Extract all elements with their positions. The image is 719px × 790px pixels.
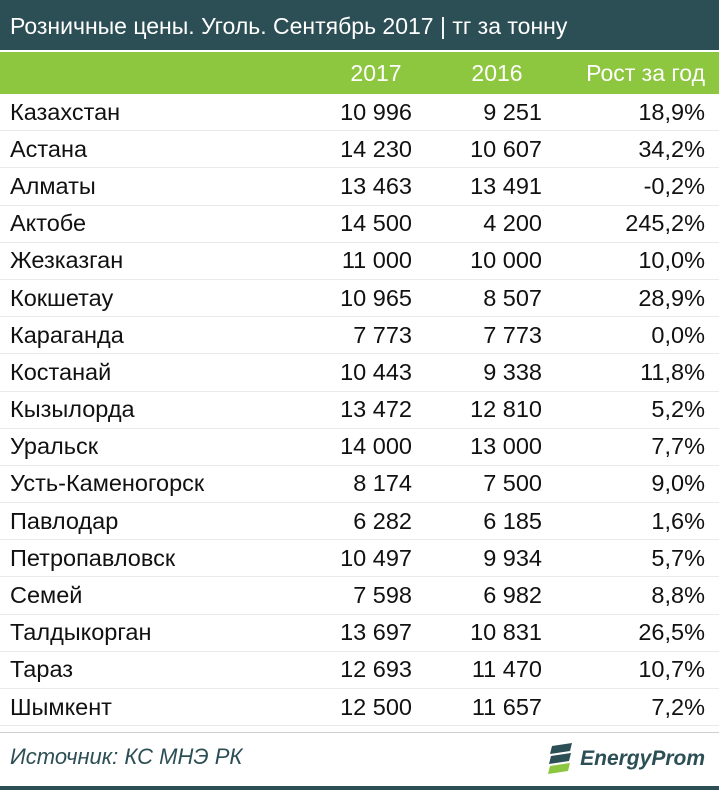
city-cell: Кызылорда bbox=[10, 396, 135, 423]
growth-cell: 5,2% bbox=[651, 396, 705, 423]
value-2017-cell: 10 497 bbox=[340, 544, 412, 571]
value-2017-cell: 14 000 bbox=[340, 433, 412, 460]
table-row bbox=[0, 131, 719, 168]
value-2017-cell: 13 463 bbox=[340, 172, 412, 199]
value-2016-cell: 11 657 bbox=[471, 693, 542, 720]
energyprom-logo bbox=[548, 742, 705, 776]
growth-cell: 7,7% bbox=[651, 433, 705, 460]
table-row bbox=[0, 206, 719, 243]
value-2017-cell: 10 996 bbox=[340, 98, 412, 125]
city-cell: Астана bbox=[10, 135, 88, 162]
city-cell: Шымкент bbox=[10, 693, 112, 720]
value-2016-cell: 8 507 bbox=[483, 284, 542, 311]
growth-cell: 26,5% bbox=[638, 619, 705, 646]
header-2017: 2017 bbox=[350, 59, 402, 86]
header-2016: 2016 bbox=[471, 59, 523, 86]
value-2016-cell: 10 607 bbox=[470, 135, 542, 162]
table-row bbox=[0, 317, 719, 354]
table-row bbox=[0, 503, 719, 540]
header-growth: Рост за год bbox=[586, 59, 705, 86]
city-cell: Алматы bbox=[10, 172, 96, 199]
table-body bbox=[0, 94, 719, 726]
table-row bbox=[0, 652, 719, 689]
value-2016-cell: 13 000 bbox=[470, 433, 542, 460]
table-row bbox=[0, 429, 719, 466]
value-2016-cell: 7 500 bbox=[483, 470, 542, 497]
growth-cell: 18,9% bbox=[638, 98, 705, 125]
growth-cell: 34,2% bbox=[638, 135, 705, 162]
table-row bbox=[0, 540, 719, 577]
table-header-row bbox=[0, 52, 719, 94]
value-2016-cell: 6 185 bbox=[483, 507, 542, 534]
bottom-bar bbox=[0, 786, 719, 790]
value-2017-cell: 6 282 bbox=[353, 507, 412, 534]
table-title: Розничные цены. Уголь. Сентябрь 2017 | тг за тонну bbox=[0, 0, 719, 52]
value-2016-cell: 4 200 bbox=[483, 210, 542, 237]
value-2016-cell: 13 491 bbox=[470, 172, 542, 199]
value-2017-cell: 10 965 bbox=[340, 284, 412, 311]
table-row bbox=[0, 243, 719, 280]
city-cell: Талдыкорган bbox=[10, 619, 152, 646]
city-cell: Костанай bbox=[10, 358, 112, 385]
value-2016-cell: 6 982 bbox=[483, 582, 542, 609]
table-row bbox=[0, 280, 719, 317]
value-2017-cell: 12 693 bbox=[340, 656, 412, 683]
table-row bbox=[0, 466, 719, 503]
value-2016-cell: 9 934 bbox=[483, 544, 542, 571]
value-2016-cell: 7 773 bbox=[483, 321, 542, 348]
table-row bbox=[0, 689, 719, 726]
growth-cell: 8,8% bbox=[651, 582, 705, 609]
value-2017-cell: 12 500 bbox=[340, 693, 412, 720]
city-cell: Актобе bbox=[10, 210, 87, 237]
growth-cell: 5,7% bbox=[651, 544, 705, 571]
value-2016-cell: 10 831 bbox=[470, 619, 542, 646]
value-2017-cell: 8 174 bbox=[353, 470, 412, 497]
table-row bbox=[0, 168, 719, 205]
source-note: Источник: КС МНЭ РК bbox=[10, 744, 243, 769]
value-2016-cell: 9 338 bbox=[483, 358, 542, 385]
logo-text: EnergyProm bbox=[580, 747, 705, 770]
city-cell: Жезказган bbox=[10, 247, 124, 274]
growth-cell: 0,0% bbox=[651, 321, 705, 348]
growth-cell: 1,6% bbox=[651, 507, 705, 534]
value-2016-cell: 10 000 bbox=[470, 247, 542, 274]
growth-cell: 11,8% bbox=[640, 358, 705, 385]
city-cell: Казахстан bbox=[10, 98, 121, 125]
value-2017-cell: 13 472 bbox=[340, 396, 412, 423]
city-cell: Павлодар bbox=[10, 507, 119, 534]
value-2016-cell: 9 251 bbox=[483, 98, 542, 125]
table-row bbox=[0, 392, 719, 429]
growth-cell: 9,0% bbox=[651, 470, 705, 497]
city-cell: Усть-Каменогорск bbox=[10, 470, 205, 497]
value-2016-cell: 12 810 bbox=[470, 396, 542, 423]
footer bbox=[0, 730, 719, 790]
city-cell: Кокшетау bbox=[10, 284, 114, 311]
value-2017-cell: 14 230 bbox=[340, 135, 412, 162]
city-cell: Петропавловск bbox=[10, 544, 176, 571]
growth-cell: 245,2% bbox=[625, 210, 705, 237]
value-2017-cell: 11 000 bbox=[341, 247, 412, 274]
value-2017-cell: 10 443 bbox=[340, 358, 412, 385]
growth-cell: 10,0% bbox=[638, 247, 705, 274]
table-row bbox=[0, 577, 719, 614]
energyprom-logo-icon bbox=[548, 742, 576, 776]
table-row bbox=[0, 615, 719, 652]
city-cell: Уральск bbox=[10, 433, 98, 460]
city-cell: Семей bbox=[10, 582, 83, 609]
value-2016-cell: 11 470 bbox=[471, 656, 542, 683]
value-2017-cell: 14 500 bbox=[340, 210, 412, 237]
city-cell: Караганда bbox=[10, 321, 124, 348]
growth-cell: 10,7% bbox=[638, 656, 705, 683]
value-2017-cell: 7 773 bbox=[353, 321, 412, 348]
footer-divider bbox=[0, 732, 719, 733]
value-2017-cell: 13 697 bbox=[340, 619, 412, 646]
growth-cell: 7,2% bbox=[651, 693, 705, 720]
table-row bbox=[0, 94, 719, 131]
growth-cell: -0,2% bbox=[643, 172, 705, 199]
growth-cell: 28,9% bbox=[638, 284, 705, 311]
value-2017-cell: 7 598 bbox=[353, 582, 412, 609]
city-cell: Тараз bbox=[10, 656, 74, 683]
table-row bbox=[0, 354, 719, 391]
